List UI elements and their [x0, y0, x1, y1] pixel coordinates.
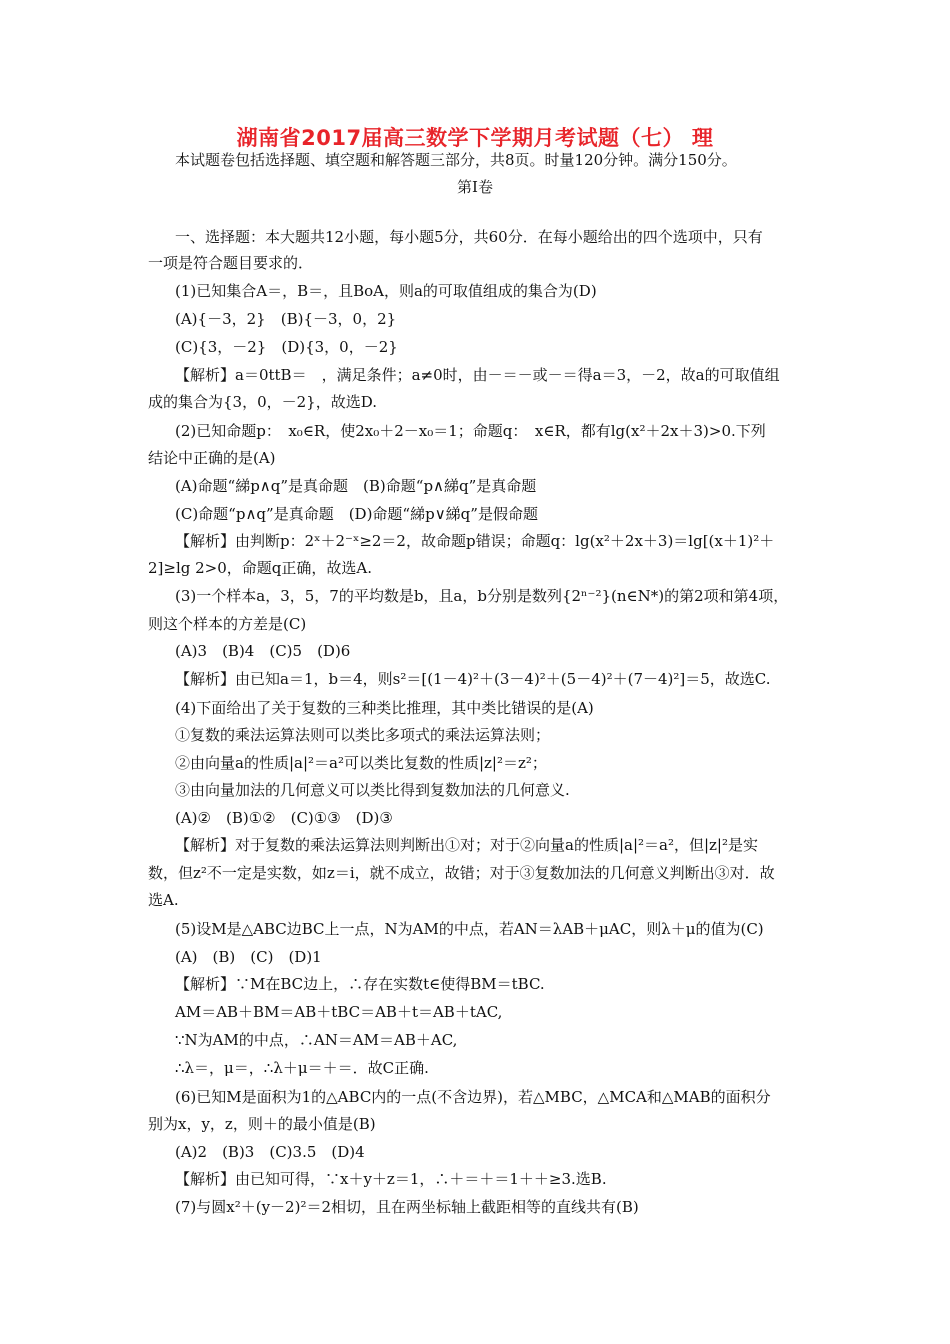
- text-line: (3)一个样本a，3，5，7的平均数是b，且a，b分别是数列{2ⁿ⁻²}(n∈N*)的第2项和第4项，: [175, 587, 789, 605]
- text-line: (A)2 (B)3 (C)3.5 (D)4: [175, 1143, 365, 1161]
- text-line: (A){－3，2} (B){－3，0，2}: [175, 310, 397, 328]
- text-line: (1)已知集合A＝，B＝，且BoA，则a的可取值组成的集合为(D): [175, 282, 597, 300]
- text-line: (7)与圆x²＋(y－2)²＝2相切，且在两坐标轴上截距相等的直线共有(B): [175, 1198, 639, 1216]
- text-line: (A)命题“綈p∧q”是真命题 (B)命题“p∧綈q”是真命题: [175, 477, 537, 495]
- text-line: 2]≥lg 2>0，命题q正确，故选A.: [148, 559, 372, 577]
- text-line: 一项是符合题目要求的．: [148, 254, 314, 272]
- text-line: (A)② (B)①② (C)①③ (D)③: [175, 809, 393, 827]
- text-line: (C)命题“p∧q”是真命题 (D)命题“綈p∨綈q”是假命题: [175, 505, 538, 523]
- text-line: 【解析】a＝0ttB＝ ，满足条件；a≠0时，由－＝－或－＝得a＝3，－2，故a的可取值组: [175, 366, 780, 384]
- text-line: 【解析】由已知a＝1，b＝4，则s²＝[(1－4)²＋(3－4)²＋(5－4)²＋(7－4)²]＝5，故选C.: [175, 670, 771, 688]
- text-line: 【解析】由已知可得，∵x＋y＋z＝1，∴＋＝＋＝1＋＋≥3.选B.: [175, 1170, 607, 1188]
- text-line: ∴λ＝，μ＝，∴λ＋μ＝＋＝．故C正确.: [175, 1059, 429, 1077]
- text-line: (4)下面给出了关于复数的三种类比推理，其中类比错误的是(A): [175, 699, 594, 717]
- text-line: (A) (B) (C) (D)1: [175, 948, 322, 966]
- text-line: (6)已知M是面积为1的△ABC内的一点(不含边界)，若△MBC，△MCA和△MAB的面积分: [175, 1088, 771, 1106]
- part-heading: 第Ⅰ卷: [457, 178, 493, 196]
- text-line: 一、选择题：本大题共12小题，每小题5分，共60分．在每小题给出的四个选项中，只有: [175, 228, 763, 246]
- text-line: (2)已知命题p： x₀∈R，使2x₀＋2－x₀＝1；命题q： x∈R，都有lg(x²＋2x＋3)>0.下列: [175, 422, 766, 440]
- text-line: (5)设M是△ABC边BC上一点，N为AM的中点，若AN＝λAB＋μAC，则λ＋μ的值为(C): [175, 920, 764, 938]
- text-line: 选A.: [148, 891, 179, 909]
- page-subtitle: 本试题卷包括选择题、填空题和解答题三部分，共8页。时量120分钟。满分150分。: [175, 151, 737, 169]
- text-line: 【解析】由判断p：2ˣ＋2⁻ˣ≥2＝2，故命题p错误；命题q：lg(x²＋2x＋3)＝lg[(x＋1)²＋: [175, 532, 775, 550]
- text-line: ①复数的乘法运算法则可以类比多项式的乘法运算法则；: [175, 726, 551, 744]
- text-line: ③由向量加法的几何意义可以类比得到复数加法的几何意义.: [175, 781, 570, 799]
- text-line: 【解析】对于复数的乘法运算法则判断出①对；对于②向量a的性质|a|²＝a²，但|z|²是实: [175, 836, 758, 854]
- text-line: 成的集合为{3，0，－2}，故选D.: [148, 393, 377, 411]
- text-line: ②由向量a的性质|a|²＝a²可以类比复数的性质|z|²＝z²；: [175, 754, 547, 772]
- text-line: 【解析】∵M在BC边上，∴存在实数t∈使得BM＝tBC.: [175, 975, 545, 993]
- text-line: (A)3 (B)4 (C)5 (D)6: [175, 642, 351, 660]
- text-line: ∵N为AM的中点，∴AN＝AM＝AB＋AC,: [175, 1031, 458, 1049]
- page-title: 湖南省2017届高三数学下学期月考试题（七） 理: [236, 126, 714, 150]
- text-line: 别为x，y，z，则＋的最小值是(B): [148, 1115, 376, 1133]
- text-line: AM＝AB＋BM＝AB＋tBC＝AB＋t＝AB＋tAC,: [175, 1003, 503, 1021]
- text-line: 则这个样本的方差是(C): [148, 615, 307, 633]
- text-line: (C){3，－2} (D){3，0，－2}: [175, 338, 398, 356]
- text-line: 结论中正确的是(A): [148, 449, 276, 467]
- text-line: 数，但z²不一定是实数，如z＝i，就不成立，故错；对于③复数加法的几何意义判断出③对．故: [148, 864, 775, 882]
